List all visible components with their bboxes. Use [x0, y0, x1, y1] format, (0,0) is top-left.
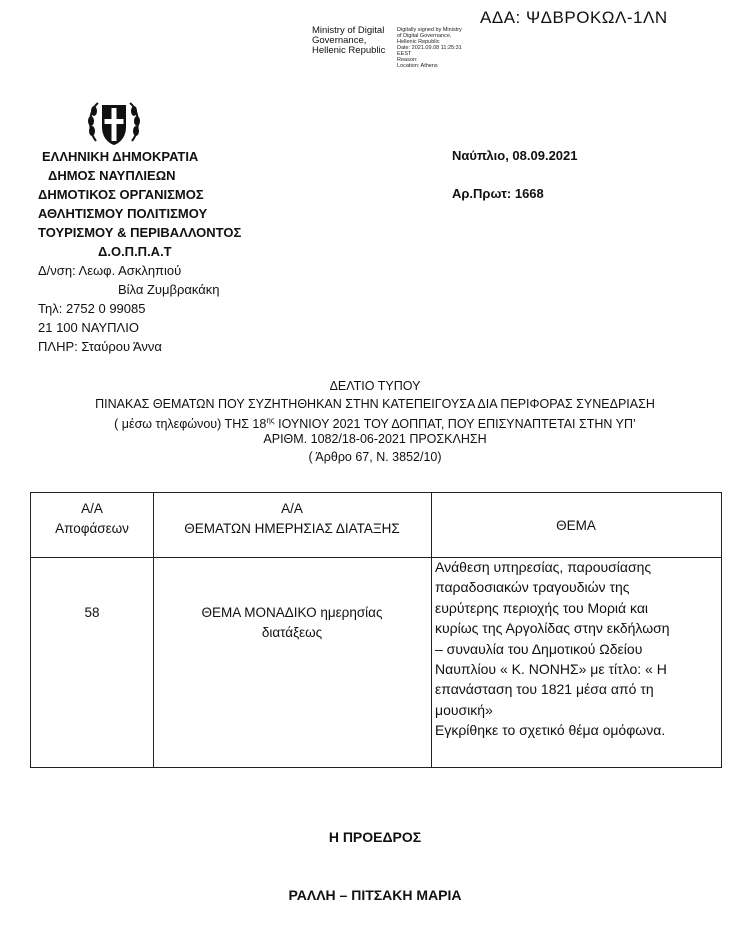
signature-detail-line: Date: 2021.09.08 11:25:31 — [397, 45, 462, 51]
press-release-superscript: ης — [266, 416, 275, 425]
press-release-text: ( μέσω τηλεφώνου) ΤΗΣ 18 — [114, 417, 267, 432]
greek-emblem-icon — [86, 97, 142, 149]
ada-code: ΑΔΑ: ΨΔΒΡΟΚΩΛ-1ΛΝ — [480, 8, 668, 27]
subject-line: παραδοσιακών τραγουδιών της — [435, 579, 630, 596]
press-release-title: ΔΕΛΤΙΟ ΤΥΠΟΥ — [329, 379, 421, 393]
letterhead-org-line: ΑΘΛΗΤΙΣΜΟΥ ΠΟΛΙΤΙΣΜΟΥ — [38, 206, 208, 221]
agenda-line: διατάξεως — [261, 625, 323, 640]
signature-detail-line: of Digital Governance, — [397, 33, 452, 39]
signature-issuer-line: Ministry of Digital — [312, 25, 385, 36]
letterhead-org-line: ΔΗΜΟΤΙΚΟΣ ΟΡΓΑΝΙΣΜΟΣ — [38, 187, 204, 202]
signature-issuer — [312, 26, 385, 56]
letterhead-org-line: ΤΟΥΡΙΣΜΟΥ & ΠΕΡΙΒΑΛΛΟΝΤΟΣ — [38, 225, 242, 240]
place-date: Ναύπλιο, 08.09.2021 — [452, 148, 578, 163]
signature-issuer-line: Hellenic Republic — [312, 45, 386, 56]
signature-details — [397, 27, 462, 69]
press-release-line: ( Άρθρο 67, Ν. 3852/10) — [308, 450, 442, 464]
signature-detail-line: Hellenic Republic — [397, 39, 440, 45]
press-release-line: ΑΡΙΘΜ. 1082/18-06-2021 ΠΡΟΣΚΛΗΣΗ — [263, 432, 487, 446]
row-agenda-item — [153, 603, 431, 643]
header-line: Αποφάσεων — [55, 521, 129, 536]
header-line: Α/Α — [281, 501, 303, 516]
subject-line: κυρίως της Αργολίδας στην εκδήλωση — [435, 620, 670, 637]
decisions-table — [30, 492, 722, 768]
signature-detail-line: Location: Athens — [397, 63, 438, 69]
header-line: Α/Α — [81, 501, 103, 516]
letterhead-address: Δ/νση: Λεωφ. Ασκληπιού — [38, 263, 182, 278]
letterhead-country: ΕΛΛΗΝΙΚΗ ΔΗΜΟΚΡΑΤΙΑ — [42, 149, 199, 164]
signature-detail-line: Digitally signed by Ministry — [397, 27, 462, 33]
letterhead-municipality: ΔΗΜΟΣ ΝΑΥΠΛΙΕΩΝ — [48, 168, 176, 183]
row-subject — [435, 557, 721, 741]
subject-line: Ανάθεση υπηρεσίας, παρουσίασης — [435, 559, 652, 575]
signature-detail-line: EEST — [397, 51, 412, 57]
protocol-number: Αρ.Πρωτ: 1668 — [452, 186, 544, 201]
signatory-role: Η ΠΡΟΕΔΡΟΣ — [328, 829, 422, 845]
signature-issuer-line: Governance, — [312, 35, 367, 46]
table-header-subject: ΘΕΜΑ — [556, 518, 596, 533]
letterhead-contact: ΠΛΗΡ: Σταύρου Άννα — [38, 339, 162, 354]
press-release-text: ΙΟΥΝΙΟΥ 2021 ΤΟΥ ΔΟΠΠΑΤ, ΠΟΥ ΕΠΙΣΥΝΑΠΤΕΤΑΙ ΣΤΗΝ ΥΠ’ — [274, 417, 636, 432]
table-header-decision-number — [31, 499, 153, 539]
header-line: ΘΕΜΑΤΩΝ ΗΜΕΡΗΣΙΑΣ ΔΙΑΤΑΞΗΣ — [184, 521, 400, 536]
signature-detail-line: Reason: — [397, 57, 418, 63]
letterhead-phone: Τηλ: 2752 0 99085 — [38, 301, 146, 316]
subject-line: ευρύτερης περιοχής του Μοριά και — [435, 599, 649, 616]
letterhead-postal: 21 100 ΝΑΥΠΛΙΟ — [38, 320, 139, 335]
subject-line: Ναυπλίου « Κ. ΝΟΝΗΣ» με τίτλο: « Η — [435, 661, 667, 678]
press-release-line: ΠΙΝΑΚΑΣ ΘΕΜΑΤΩΝ ΠΟΥ ΣΥΖΗΤΗΘΗΚΑΝ ΣΤΗΝ ΚΑΤΕΠΕΙΓΟΥΣΑ ΔΙΑ ΠΕΡΙΦΟΡΑΣ ΣΥΝΕΔΡΙΑΣΗ — [95, 397, 655, 411]
signatory-name: ΡΑΛΛΗ – ΠΙΤΣΑΚΗ ΜΑΡΙΑ — [288, 887, 462, 903]
subject-line: μουσική» — [435, 701, 493, 718]
agenda-line: ΘΕΜΑ ΜΟΝΑΔΙΚΟ ημερησίας — [201, 605, 383, 620]
row-decision-number: 58 — [84, 605, 100, 620]
subject-line: Εγκρίθηκε το σχετικό θέμα ομόφωνα. — [435, 722, 666, 739]
letterhead-acronym: Δ.Ο.Π.Π.Α.Τ — [98, 244, 172, 259]
letterhead-address: Βίλα Ζυμβρακάκη — [118, 282, 220, 297]
press-release-line — [0, 413, 750, 433]
subject-line: επανάσταση του 1821 μέσα από τη — [435, 681, 654, 698]
subject-line: – συναυλία του Δημοτικού Ωδείου — [435, 640, 643, 657]
table-header-agenda-number — [153, 499, 431, 539]
